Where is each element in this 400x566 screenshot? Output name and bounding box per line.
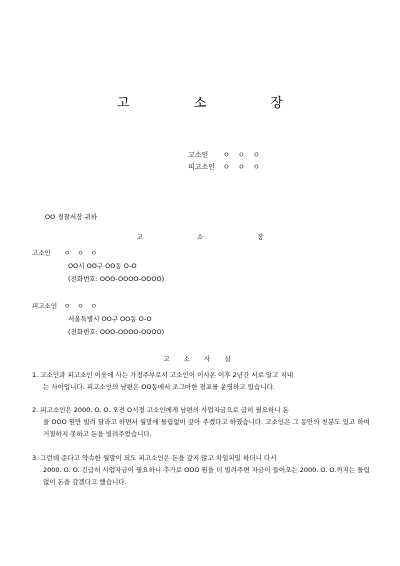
complainant-address: OO시 OO구 OO동 O-O bbox=[68, 262, 137, 270]
fact-paragraph-2 bbox=[32, 404, 370, 440]
fact-continuation: 2000. O. O. 긴급히 사업자금이 필요하니 추가로 OOO 원을 더 빌려주면 자금이 들어오는 2000. O. O.까지는 틀림없이 돈을 갚겠다고 했습니다. bbox=[43, 466, 370, 486]
fact-line: 1. 고소인과 피고소인 이웃에 사는 가정주부로서 고소인이 이사온 이후 2년간 서로 알고 지내 bbox=[32, 371, 294, 379]
accused-name: ㅇ ㅇ ㅇ bbox=[64, 302, 100, 310]
fact-continuation: 을 OOO 원만 빌려 달라고 하면서 월말에 틀림없이 갚아 주겠다고 하였습니다. 고소인은 그 동안의 친분도 있고 하여 거절하지 못하고 돈을 빌려주었습니다. bbox=[43, 418, 370, 438]
complainant-phone: (전화번호: OOO-OOOO-OOOO) bbox=[68, 275, 165, 283]
top-party-complainant bbox=[188, 150, 263, 160]
complainant-label: 고소인 bbox=[32, 249, 51, 257]
accused-label: 피고소인 bbox=[32, 302, 58, 310]
fact-line: 2. 피고소인은 2000. O. O. 오전 O시경 고소인에게 남편의 사업자금으로 급히 필요하니 돈 bbox=[32, 406, 289, 414]
addressee: OO 경찰서장 귀하 bbox=[45, 213, 98, 221]
top-party-label: 고소인 bbox=[188, 151, 209, 159]
complainant-row bbox=[32, 248, 99, 257]
accused-address: 서울특별시 OO구 OO동 O-O bbox=[68, 315, 152, 323]
fact-paragraph-1 bbox=[32, 369, 370, 393]
document-title: 고 소 장 bbox=[117, 96, 313, 111]
top-party-name: ㅇ ㅇ ㅇ bbox=[223, 163, 263, 171]
section-title: 고 소 장 bbox=[136, 233, 290, 241]
top-party-name: ㅇ ㅇ ㅇ bbox=[223, 151, 263, 159]
fact-continuation: 는 사이입니다. 피고소인의 남편은 OO동에서 조그마한 점포를 운영하고 있습니다. bbox=[43, 383, 275, 391]
complainant-name: ㅇ ㅇ ㅇ bbox=[64, 249, 100, 257]
accused-row bbox=[32, 301, 99, 310]
top-party-accused bbox=[188, 162, 263, 172]
fact-line: 3. 그런데 준다고 약속한 월말이 되도 피고소인은 돈을 갚지 않고 차일피일 하더니 다시 bbox=[32, 454, 277, 462]
fact-paragraph-3 bbox=[32, 452, 370, 488]
top-party-label: 피고소인 bbox=[188, 163, 216, 171]
accused-phone: (전화번호: OOO-OOOO-OOOO) bbox=[68, 328, 165, 336]
facts-title: 고 소 사 실 bbox=[163, 355, 237, 363]
